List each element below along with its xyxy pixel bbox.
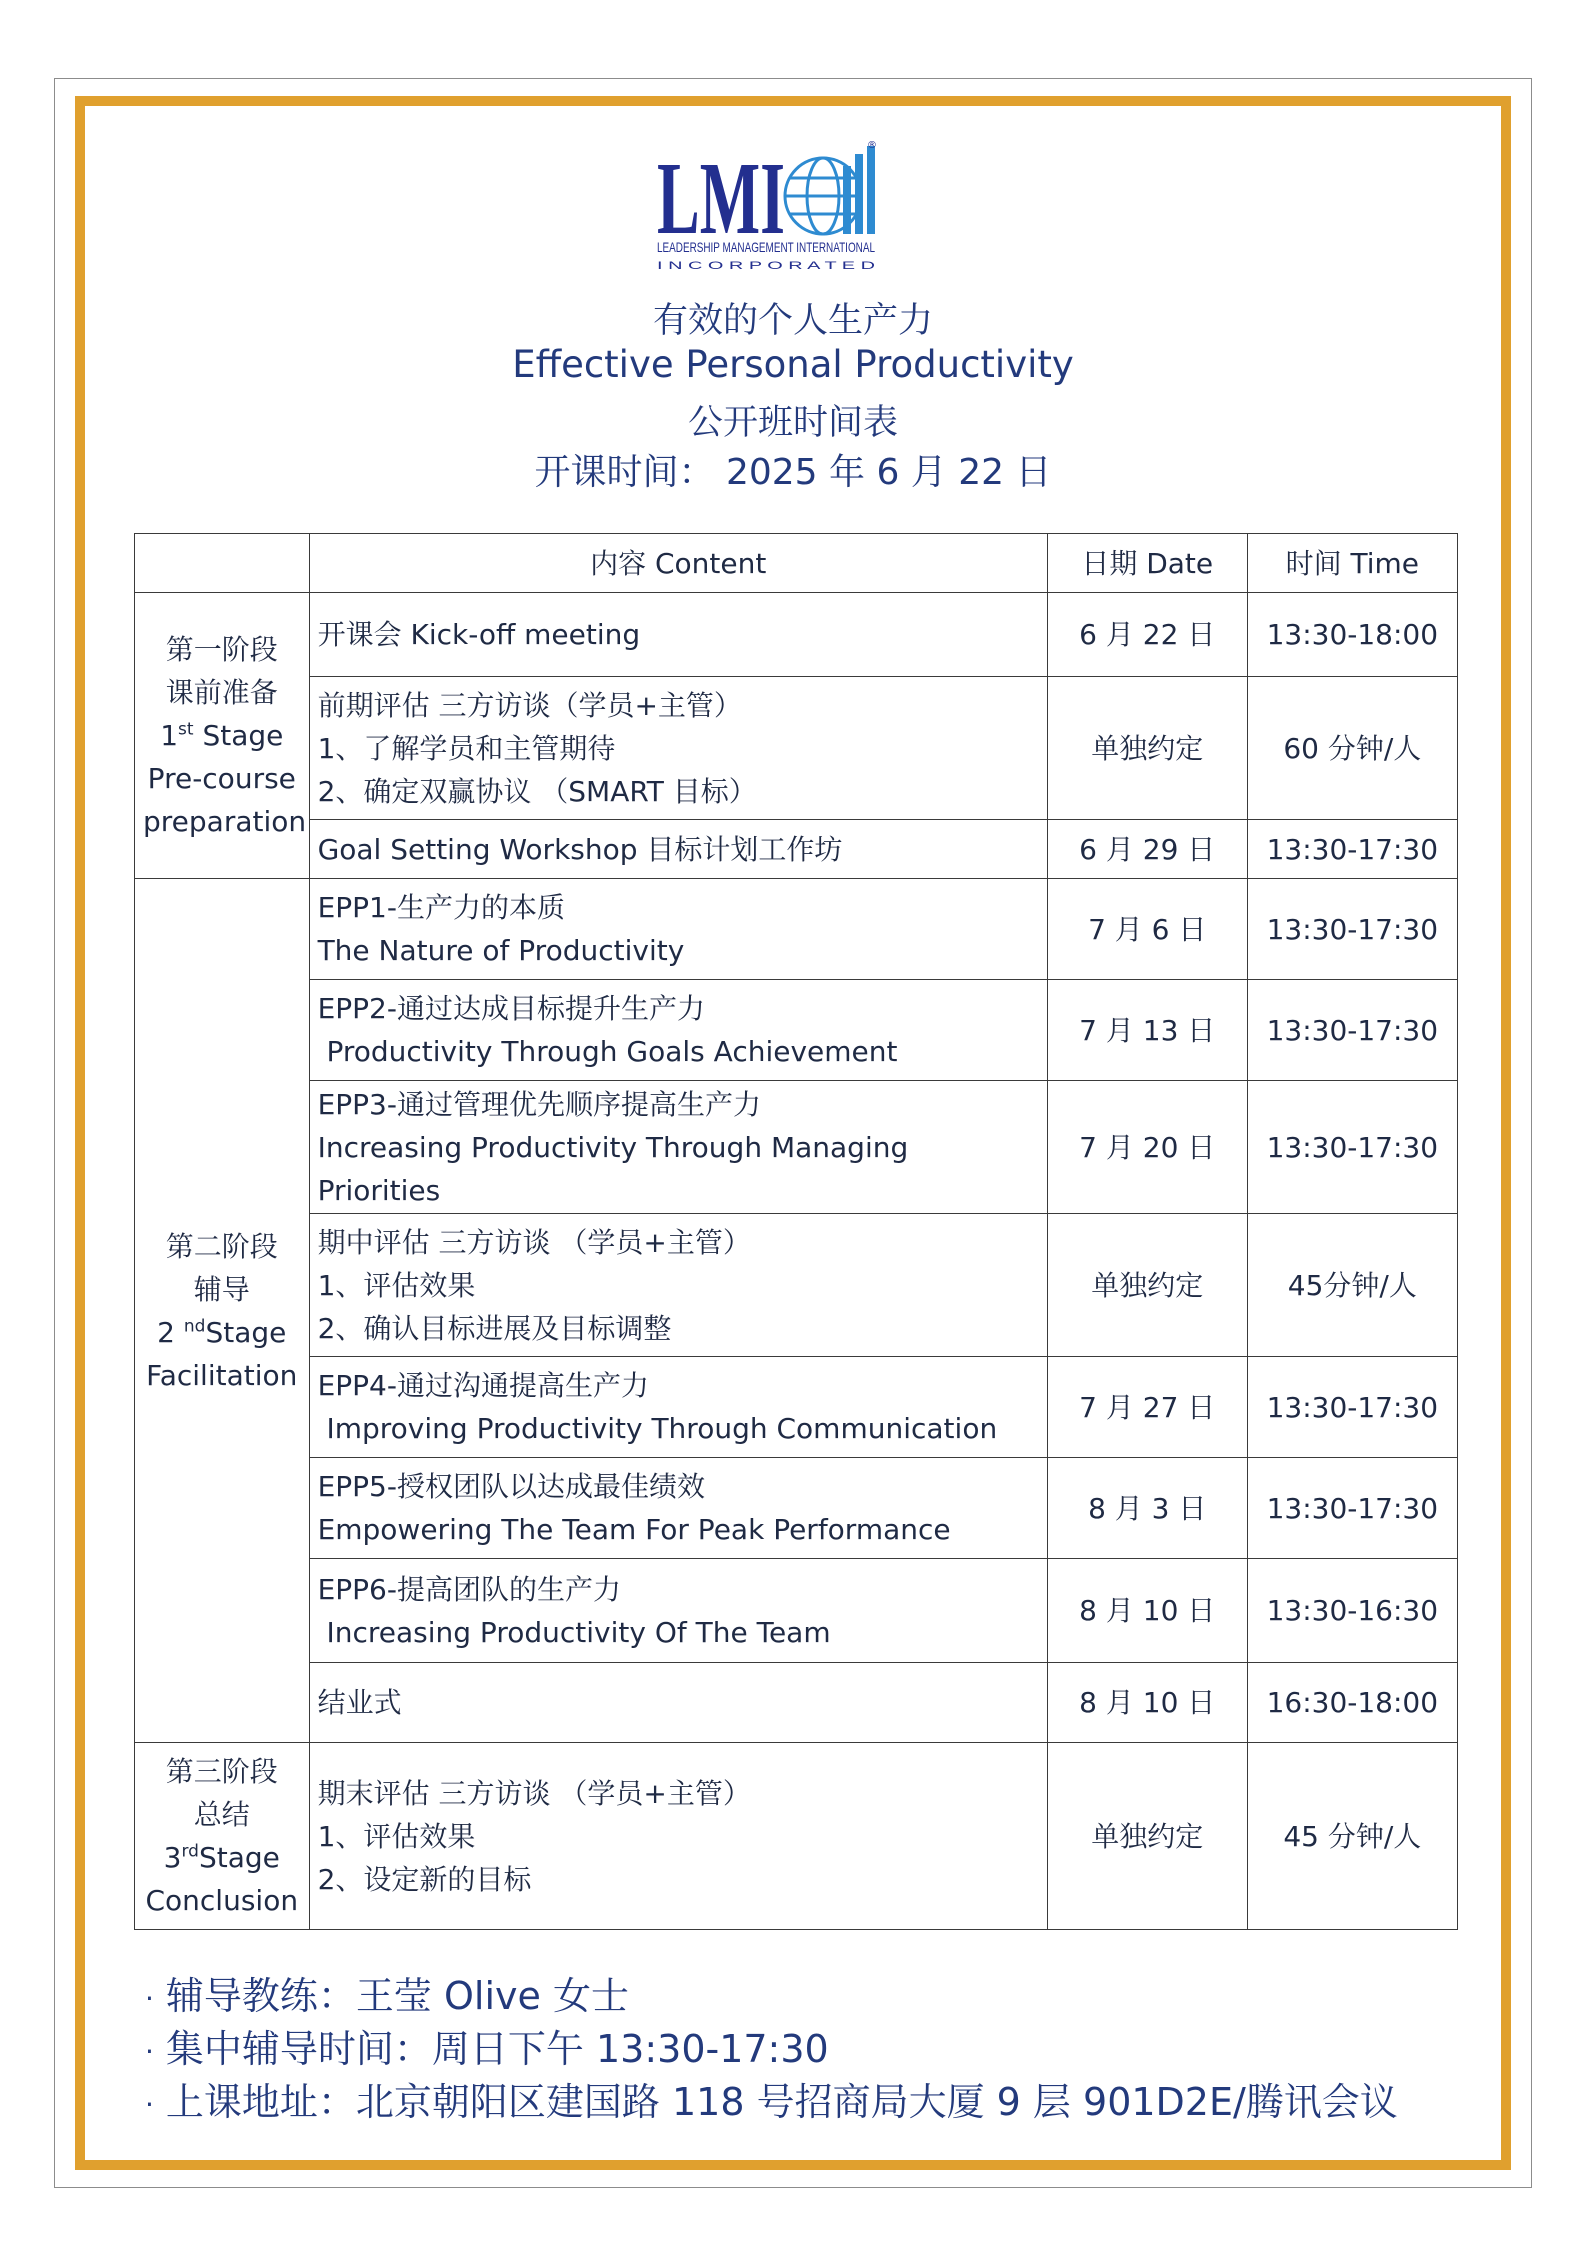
row-line: EPP5-授权团队以达成最佳绩效 bbox=[317, 1470, 705, 1503]
logo-line1: LEADERSHIP MANAGEMENT INTERNATIONAL bbox=[657, 239, 876, 255]
footer-address bbox=[145, 2071, 1398, 2126]
row-line: 2、设定新的目标 bbox=[317, 1862, 532, 1896]
row-content bbox=[309, 820, 1047, 879]
stage-3-label bbox=[143, 1836, 301, 1879]
row-content bbox=[309, 980, 1047, 1081]
stage-2-word: Stage bbox=[205, 1315, 287, 1349]
row-content bbox=[309, 593, 1047, 677]
table-row bbox=[135, 1559, 1458, 1663]
row-line: 期末评估 三方访谈 （学员+主管） bbox=[317, 1776, 751, 1810]
table-row bbox=[135, 980, 1458, 1081]
stage-2-num: 2 bbox=[157, 1315, 184, 1349]
row-line: Productivity Through Goals Achievement bbox=[317, 1035, 898, 1068]
table-row bbox=[135, 879, 1458, 980]
row-line: EPP6-提高团队的生产力 bbox=[317, 1572, 621, 1606]
session-time-text: 集中辅导时间：周日下午 13:30-17:30 bbox=[165, 2027, 829, 2071]
row-content bbox=[309, 879, 1047, 980]
logo-text: LMI bbox=[657, 141, 785, 256]
row-date: 单独约定 bbox=[1047, 677, 1247, 820]
row-time: 13:30-17:30 bbox=[1247, 1357, 1457, 1458]
lmi-logo bbox=[655, 138, 880, 278]
stage-3-cn-sub: 总结 bbox=[193, 1798, 250, 1831]
row-content bbox=[309, 1357, 1047, 1458]
row-time: 45 分钟/人 bbox=[1247, 1743, 1457, 1930]
globe-icon bbox=[785, 146, 875, 234]
table-header-row bbox=[135, 534, 1458, 593]
stage-3-cn: 第三阶段 bbox=[165, 1755, 278, 1788]
header-content: 内容 Content bbox=[309, 534, 1047, 593]
row-time: 13:30-17:30 bbox=[1247, 820, 1457, 879]
row-date: 8 月 3 日 bbox=[1047, 1458, 1247, 1559]
row-time: 60 分钟/人 bbox=[1247, 677, 1457, 820]
stage-1-cell bbox=[135, 593, 310, 879]
bullet: · bbox=[145, 2035, 154, 2068]
row-line: Increasing Productivity Through Managing bbox=[317, 1130, 909, 1164]
row-line: EPP3-通过管理优先顺序提高生产力 bbox=[317, 1087, 761, 1121]
table-row bbox=[135, 1357, 1458, 1458]
row-line: 1、评估效果 bbox=[317, 1268, 476, 1302]
row-line: 2、确定双赢协议 （SMART 目标） bbox=[317, 774, 757, 808]
row-time: 13:30-16:30 bbox=[1247, 1559, 1457, 1663]
row-line: EPP2-通过达成目标提升生产力 bbox=[317, 992, 705, 1025]
header-stage bbox=[135, 534, 310, 593]
title-english: Effective Personal Productivity bbox=[512, 343, 1074, 386]
row-date: 6 月 22 日 bbox=[1047, 593, 1247, 677]
row-date: 7 月 6 日 bbox=[1047, 879, 1247, 980]
row-time: 13:30-17:30 bbox=[1247, 1081, 1457, 1214]
table-row bbox=[135, 1458, 1458, 1559]
stage-1-en: Pre-course bbox=[147, 762, 296, 795]
logo-line2: I N C O R P O R A T E D bbox=[657, 260, 876, 272]
title-chinese: 有效的个人生产力 bbox=[652, 301, 933, 341]
stage-1-label bbox=[143, 714, 301, 757]
table-row bbox=[135, 593, 1458, 677]
row-content bbox=[309, 1081, 1047, 1214]
row-line: EPP4-通过沟通提高生产力 bbox=[317, 1369, 649, 1402]
stage-2-cell bbox=[135, 879, 310, 1743]
stage-3-num: 3 bbox=[163, 1841, 182, 1874]
row-line: Increasing Productivity Of The Team bbox=[317, 1615, 831, 1649]
stage-1-sup: st bbox=[178, 719, 194, 740]
row-line: 开课会 Kick-off meeting bbox=[317, 618, 641, 651]
table-row bbox=[135, 1663, 1458, 1743]
row-content bbox=[309, 1663, 1047, 1743]
row-date: 6 月 29 日 bbox=[1047, 820, 1247, 879]
row-content bbox=[309, 1743, 1047, 1930]
stage-1-cn: 第一阶段 bbox=[165, 633, 278, 666]
bullet: · bbox=[145, 1982, 154, 2015]
row-date: 8 月 10 日 bbox=[1047, 1663, 1247, 1743]
row-date: 单独约定 bbox=[1047, 1214, 1247, 1357]
row-line: Empowering The Team For Peak Performance bbox=[317, 1513, 951, 1546]
stage-3-word: Stage bbox=[198, 1841, 280, 1874]
row-line: 结业式 bbox=[317, 1686, 402, 1719]
row-date: 7 月 27 日 bbox=[1047, 1357, 1247, 1458]
row-line: Improving Productivity Through Communication bbox=[317, 1412, 998, 1445]
stage-3-sup: rd bbox=[181, 1841, 199, 1862]
row-line: 期中评估 三方访谈 （学员+主管） bbox=[317, 1225, 751, 1259]
row-line: EPP1-生产力的本质 bbox=[317, 891, 565, 924]
stage-3-en: Conclusion bbox=[145, 1884, 299, 1917]
row-line: The Nature of Productivity bbox=[317, 934, 685, 967]
table-row bbox=[135, 1743, 1458, 1930]
stage-2-en: Facilitation bbox=[146, 1358, 298, 1392]
subtitle: 公开班时间表 bbox=[687, 403, 898, 443]
table-row bbox=[135, 1214, 1458, 1357]
row-date: 7 月 20 日 bbox=[1047, 1081, 1247, 1214]
row-line: Goal Setting Workshop 目标计划工作坊 bbox=[317, 832, 843, 866]
row-content bbox=[309, 677, 1047, 820]
stage-1-num: 1 bbox=[160, 719, 179, 752]
stage-2-cn-sub: 辅导 bbox=[193, 1272, 250, 1306]
header-time: 时间 Time bbox=[1247, 534, 1457, 593]
address-text: 上课地址：北京朝阳区建国路 118 号招商局大厦 9 层 901D2E/腾讯会议 bbox=[165, 2080, 1398, 2124]
row-date: 单独约定 bbox=[1047, 1743, 1247, 1930]
table-row bbox=[135, 677, 1458, 820]
coach-text: 辅导教练：王莹 Olive 女士 bbox=[165, 1974, 629, 2018]
stage-1-en-2: preparation bbox=[143, 805, 307, 838]
row-time: 13:30-17:30 bbox=[1247, 980, 1457, 1081]
bullet: · bbox=[145, 2088, 154, 2121]
row-line: 1、了解学员和主管期待 bbox=[317, 731, 616, 765]
row-content bbox=[309, 1559, 1047, 1663]
row-date: 7 月 13 日 bbox=[1047, 980, 1247, 1081]
stage-2-sup: nd bbox=[183, 1316, 206, 1337]
stage-2-label bbox=[143, 1311, 301, 1354]
row-line: 2、确认目标进展及目标调整 bbox=[317, 1311, 672, 1345]
row-line: 前期评估 三方访谈（学员+主管） bbox=[317, 688, 742, 722]
row-time: 45分钟/人 bbox=[1247, 1214, 1457, 1357]
footer-coach bbox=[145, 1965, 629, 2020]
stage-3-cell bbox=[135, 1743, 310, 1930]
stage-2-cn: 第二阶段 bbox=[165, 1229, 278, 1263]
stage-1-cn-sub: 课前准备 bbox=[165, 676, 278, 709]
row-time: 13:30-17:30 bbox=[1247, 879, 1457, 980]
row-line: Priorities bbox=[317, 1173, 441, 1207]
row-line: 1、评估效果 bbox=[317, 1819, 476, 1853]
row-content bbox=[309, 1458, 1047, 1559]
row-date: 8 月 10 日 bbox=[1047, 1559, 1247, 1663]
stage-1-word: Stage bbox=[193, 719, 284, 752]
registered-mark: ® bbox=[867, 140, 877, 151]
schedule-table bbox=[134, 533, 1458, 1930]
table-row bbox=[135, 820, 1458, 879]
row-content bbox=[309, 1214, 1047, 1357]
start-date: 开课时间： 2025 年 6 月 22 日 bbox=[534, 452, 1052, 493]
row-time: 13:30-17:30 bbox=[1247, 1458, 1457, 1559]
footer-session-time bbox=[145, 2018, 829, 2073]
header-date: 日期 Date bbox=[1047, 534, 1247, 593]
row-time: 13:30-18:00 bbox=[1247, 593, 1457, 677]
table-row bbox=[135, 1081, 1458, 1214]
row-time: 16:30-18:00 bbox=[1247, 1663, 1457, 1743]
